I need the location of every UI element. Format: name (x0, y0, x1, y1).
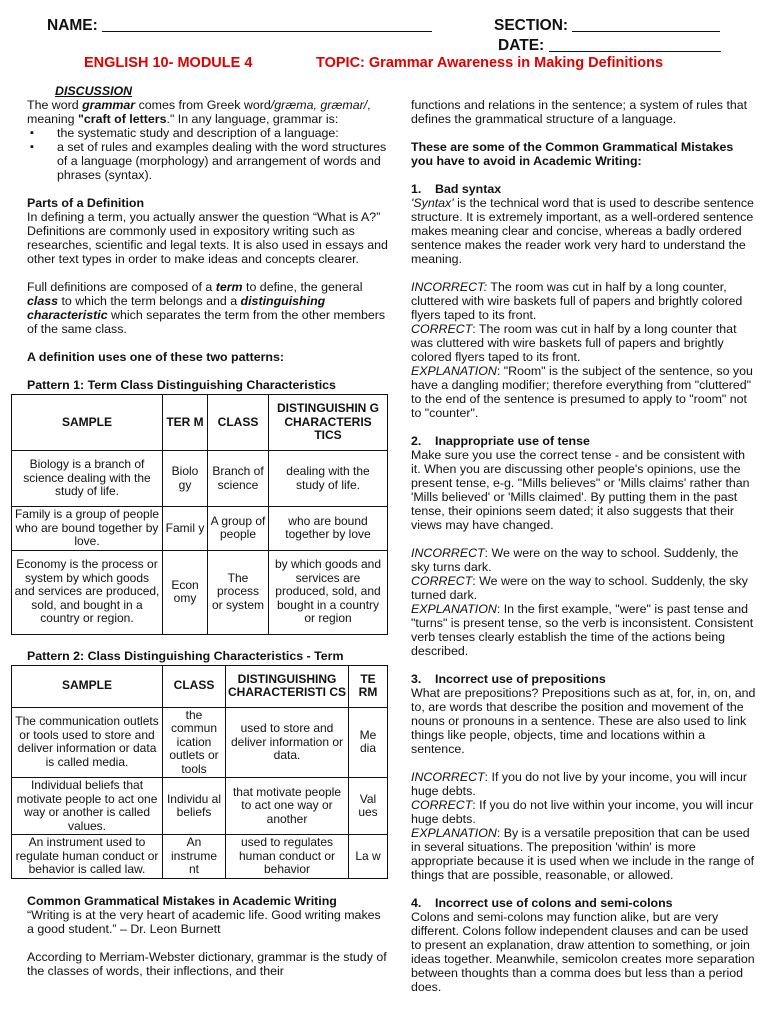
section-2-title (411, 434, 758, 448)
table-header-cell: SAMPLE (12, 395, 163, 451)
prepositions-correct (411, 798, 758, 826)
intro-text-g: ." In any language, grammar is: (166, 112, 339, 126)
patterns-intro: A definition uses one of these two patterns: (27, 350, 285, 364)
section-2-title-text: Inappropriate use of tense (435, 434, 590, 448)
colons-text: Colons and semi-colons may function alike, but are very different. Colons follow independent clauses and can be used to present an explanation, draw attention to something, or join ideas together. Meanwhile, semicolon creates more separation between thoughts than a comma does but less than a period does. (411, 910, 755, 994)
explanation-text: : In the first example, "were" is past tense and "turns" is present tense, so the verb is inconsistent. Consistent verb tenses clearly establish the time of the actions being described. (411, 602, 754, 658)
table-cell: dealing with the study of life. (269, 451, 388, 507)
table-cell: The communication outlets or tools used to store and deliver information or data is called media. (12, 707, 163, 778)
name-blank-line (102, 17, 432, 32)
discussion-heading: DISCUSSION (55, 84, 133, 98)
table-cell: used to store and deliver information or data. (226, 707, 349, 778)
mistakes-heading: These are some of the Common Grammatical Mistakes you have to avoid in Academic Writing: (411, 140, 734, 168)
parts-heading: Parts of a Definition (27, 196, 145, 210)
prepositions-explanation (411, 826, 758, 882)
correct-text: : The room was cut in half by a long counter that was cluttered with wire baskets full of papers and brightly colored flyers taped to its front. (411, 322, 737, 364)
section-3-number: 3. (411, 672, 422, 686)
name-label: NAME: (47, 17, 98, 34)
tense-explanation (411, 602, 758, 658)
syntax-incorrect (411, 280, 758, 322)
table-cell: Individual beliefs that motivate people to act one way or another is called values. (12, 778, 163, 835)
table-cell: used to regulates human conduct or behavior (226, 835, 349, 879)
incorrect-label: INCORRECT (411, 770, 485, 784)
correct-label: CORRECT (411, 798, 473, 812)
pattern1-title: Pattern 1: Term Class Distinguishing Characteristics (27, 378, 336, 392)
full-distinguishing: distinguishing characteristic (27, 294, 326, 322)
intro-text-c: comes from Greek word (135, 98, 271, 112)
table-header-cell: TER M (163, 395, 208, 451)
table-cell: Val ues (349, 778, 388, 835)
prepositions-text: What are prepositions? Prepositions such as at, for, in, on, and to, are words that describe the position and movement of the nouns or pronouns in a sentence. These are also used to link things like people, objects, time and locations within a sentence. (411, 686, 756, 756)
table-cell: Famil y (163, 507, 208, 551)
explanation-text: : "Room" is the subject of the sentence, so you have a dangling modifier; therefore everything from "cluttered" to the end of the sentence is presumed to apply to "room" not to "counter". (411, 364, 753, 420)
intro-text-a: The word (27, 98, 83, 112)
burnett-quote: “Writing is at the very heart of academic life. Good writing makes a good student.” – Dr. Leon Burnett (27, 907, 381, 936)
pattern1-table (11, 394, 388, 635)
date-blank-line (549, 37, 721, 52)
syntax-correct (411, 322, 758, 364)
explanation-label: EXPLANATION (411, 364, 497, 378)
syntax-explanation (411, 364, 758, 420)
tense-text: Make sure you use the correct tense - and be consistent with it. When you are discussing other people's opinions, use the present tense, e-g. "Mills believes" or 'Mills claims' rather than 'Mills believed' or 'Mills claimed'. By putting them in the past tense, their opinions seem dated; it also suggests that their views may have changed. (411, 448, 750, 532)
full-text-a: Full definitions are composed of a (27, 280, 216, 294)
section-label: SECTION: (494, 17, 569, 34)
full-text-e: to which the term belongs and a (58, 294, 241, 308)
explanation-label: EXPLANATION (411, 602, 497, 616)
table-row (12, 707, 388, 778)
parts-text: In defining a term, you actually answer the question “What is A?” Definitions are commonly used in expository writing such as researches, scientific and legal texts. It is also used in essays and other text types in order to make ideas and concepts clearer. (27, 210, 388, 266)
incorrect-label: INCORRECT (411, 546, 485, 560)
table-cell: Me dia (349, 707, 388, 778)
section-1-number: 1. (411, 182, 422, 196)
table-cell: An instrument used to regulate human conduct or behavior is called law. (12, 835, 163, 879)
tense-incorrect (411, 546, 758, 574)
intro-craft-of-letters: "craft of letters (77, 112, 167, 126)
table-row (12, 451, 388, 507)
grammar-continued: functions and relations in the sentence; a system of rules that defines the grammatical structure of a language. (411, 98, 748, 126)
section-3-title-text: Incorrect use of prepositions (435, 672, 606, 686)
date-label: DATE: (498, 37, 545, 54)
table-cell: Biolo gy (163, 451, 208, 507)
table-cell: Biology is a branch of science dealing with the study of life. (12, 451, 163, 507)
section-4-title-text: Incorrect use of colons and semi-colons (435, 896, 673, 910)
grammar-intro (27, 98, 389, 126)
table-row (12, 550, 388, 634)
syntax-definition (411, 196, 758, 266)
right-column (411, 98, 758, 994)
explanation-text: : By is a versatile preposition that can be used in several situations. The preposition 'within' is more appropriate because it is used when we include in the range of things that are possible, reasonable, or allowed. (411, 826, 755, 882)
table-header-cell: CLASS (163, 665, 226, 707)
full-term: term (215, 280, 243, 294)
table-cell: the commun ication outlets or tools (163, 707, 226, 778)
full-class: class (27, 294, 59, 308)
full-text-c: to define, the general (242, 280, 363, 294)
incorrect-text: : If you do not live by your income, you will incur huge debts. (411, 770, 748, 798)
name-field (47, 17, 432, 33)
date-field (498, 37, 721, 53)
correct-label: CORRECT (411, 574, 473, 588)
table-cell: La w (349, 835, 388, 879)
incorrect-text: : We were on the way to school. Suddenly, the sky turns dark. (411, 546, 739, 574)
table-cell: The process or system (208, 550, 269, 634)
table-row (12, 507, 388, 551)
correct-text: : We were on the way to school. Suddenly, the sky turned dark. (411, 574, 748, 602)
common-mistakes-heading: Common Grammatical Mistakes in Academic Writing (27, 893, 337, 908)
topic-title: TOPIC: Grammar Awareness in Making Definitions (316, 55, 664, 71)
intro-text-e: , meaning (27, 98, 371, 126)
section-blank-line (572, 17, 720, 32)
full-definition-text (27, 280, 389, 336)
table-cell: An instrume nt (163, 835, 226, 879)
incorrect-label: INCORRECT: (411, 280, 488, 294)
tense-correct (411, 574, 758, 602)
table-header-row (12, 665, 388, 707)
section-4-number: 4. (411, 896, 422, 910)
table-header-cell: CLASS (208, 395, 269, 451)
table-row (12, 835, 388, 879)
table-row (12, 778, 388, 835)
table-cell: who are bound together by love (269, 507, 388, 551)
explanation-label: EXPLANATION (411, 826, 497, 840)
section-1-title-text: Bad syntax (435, 182, 502, 196)
table-header-cell: TE RM (349, 665, 388, 707)
syntax-definition-text: is the technical word that is used to describe sentence structure. It is extremely important, as a well-ordered sentence makes meaning clear and concise, whereas a badly ordered sentence makes the reader work very hard to understand the meaning. (411, 196, 754, 266)
section-2-number: 2. (411, 434, 422, 448)
section-3-title (411, 672, 758, 686)
pattern2-title: Pattern 2: Class Distinguishing Characteristics - Term (27, 648, 344, 663)
table-header-cell: SAMPLE (12, 665, 163, 707)
syntax-term: 'Syntax' (411, 196, 454, 210)
full-text-g: which separates the term from the other members of the same class. (27, 308, 386, 336)
prepositions-incorrect (411, 770, 758, 798)
table-header-cell: DISTINGUISHIN G CHARACTERIS TICS (269, 395, 388, 451)
grammar-bullets (27, 126, 389, 182)
table-cell: Individu al beliefs (163, 778, 226, 835)
table-cell: Econ omy (163, 550, 208, 634)
module-title: ENGLISH 10- MODULE 4 (84, 55, 253, 71)
table-cell: Economy is the process or system by which goods and services are produced, sold, and bought in a country or region. (12, 550, 163, 634)
table-header-cell: DISTINGUISHING CHARACTERISTI CS (226, 665, 349, 707)
section-field (494, 17, 720, 33)
section-4-title (411, 896, 758, 910)
intro-term-grammar: grammar (82, 98, 136, 112)
merriam-webster-text: According to Merriam-Webster dictionary, grammar is the study of the classes of words, their inflections, and their (27, 949, 387, 978)
grammar-bullet-1: ▪ the systematic study and description of a language: (57, 126, 389, 140)
pattern2-table (11, 665, 388, 879)
table-cell: by which goods and services are produced, sold, and bought in a country or region (269, 550, 388, 634)
table-cell: Branch of science (208, 451, 269, 507)
section-1-title (411, 182, 758, 196)
table-header-row (12, 395, 388, 451)
table-cell: Family is a group of people who are bound together by love. (12, 507, 163, 551)
table-cell: that motivate people to act one way or another (226, 778, 349, 835)
correct-text: : If you do not live within your income, you will incur huge debts. (411, 798, 754, 826)
left-column (14, 84, 389, 978)
table-cell: A group of people (208, 507, 269, 551)
correct-label: CORRECT (411, 322, 473, 336)
intro-phonetic: /græma, græmar/ (270, 98, 368, 112)
grammar-bullet-2: ▪ a set of rules and examples dealing with the word structures of a language (morphology) and arrangement of words and phrases (syntax). (57, 140, 389, 182)
incorrect-text: The room was cut in half by a long counter, cluttered with wire baskets full of papers and brightly colored flyers taped to its front. (411, 280, 743, 322)
